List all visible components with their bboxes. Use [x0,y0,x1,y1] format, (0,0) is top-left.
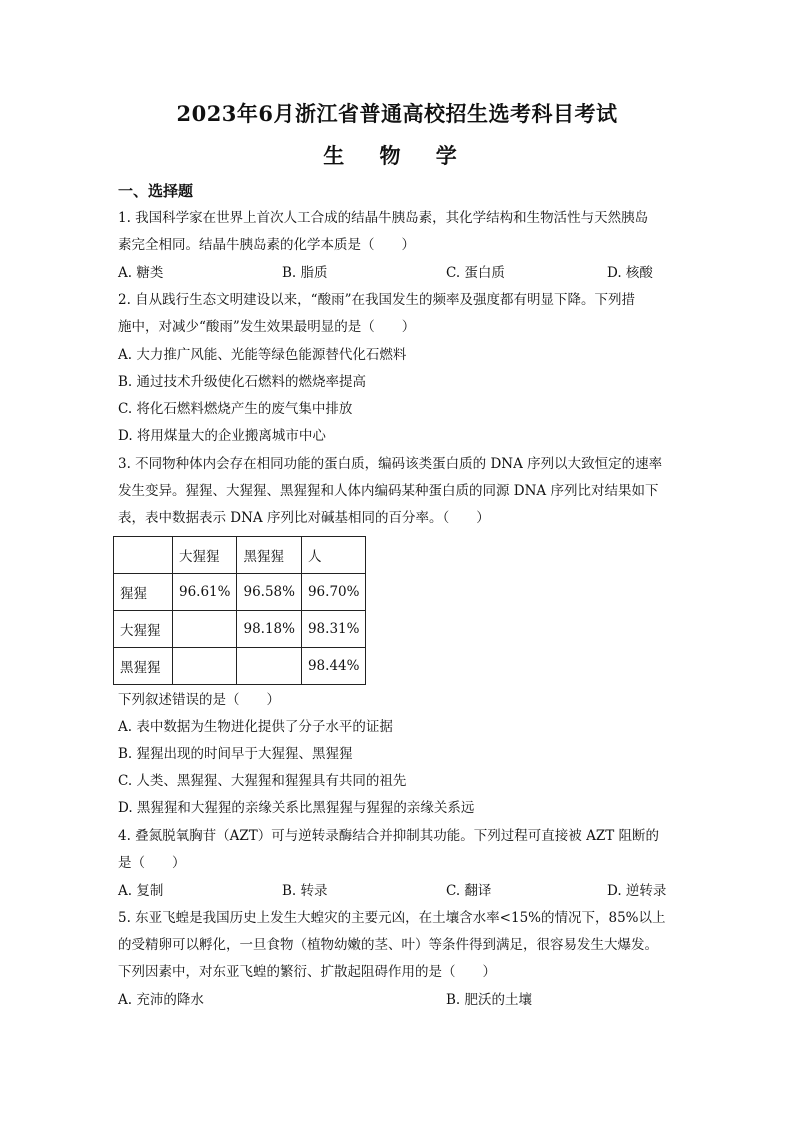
table-header-row [114,537,366,574]
q1-stem-line: 1. 我国科学家在世界上首次人工合成的结晶牛胰岛素，其化学结构和生物活性与天然胰岛 [118,210,649,226]
q3-option-d: D. 黑猩猩和大猩猩的亲缘关系比黑猩猩与猩猩的亲缘关系远 [118,800,475,816]
q4-stem-line: 是（ ） [118,855,186,871]
q3-option-b: B. 猩猩出现的时间早于大猩猩、黑猩猩 [118,746,353,762]
q3-stem-line: 3. 不同物种体内会存在相同功能的蛋白质，编码该类蛋白质的 DNA 序列以大致恒定的速率 [118,456,663,472]
q2-stem-line: 施中，对减少“酸雨”发生效果最明显的是（ ） [118,319,416,335]
subject-title: 生 物 学 [323,143,471,168]
table-cell [173,611,237,648]
q1-option-a: A. 糖类 [118,265,164,281]
table-row [114,611,366,648]
table-row-label: 猩猩 [114,574,173,611]
section-heading: 一、选择题 [118,182,194,200]
table-row-label: 大猩猩 [114,611,173,648]
q3-option-a: A. 表中数据为生物进化提供了分子水平的证据 [118,719,393,735]
table-cell [173,648,237,685]
dna-comparison-table [113,536,366,685]
exam-title: 2023年6月浙江省普通高校招生选考科目考试 [176,101,618,126]
q5-option-a: A. 充沛的降水 [118,992,204,1008]
table-cell: 98.31% [301,611,365,648]
table-cell: 98.44% [301,648,365,685]
q5-stem-line: 5. 东亚飞蝗是我国历史上发生大蝗灾的主要元凶，在土壤含水率<15%的情况下，85%以上 [118,910,666,926]
table-row [114,648,366,685]
q4-stem-line: 4. 叠氮脱氧胸苷（AZT）可与逆转录酶结合并抑制其功能。下列过程可直接被 AZT 阻断的 [118,828,660,844]
q2-stem-line: 2. 自从践行生态文明建设以来，“酸雨”在我国发生的频率及强度都有明显下降。下列措 [118,292,635,308]
q4-option-b: B. 转录 [282,883,328,899]
table-cell: 96.58% [237,574,301,611]
q3-option-c: C. 人类、黑猩猩、大猩猩和猩猩具有共同的祖先 [118,773,407,789]
table-cell: 96.61% [173,574,237,611]
q2-option-a: A. 大力推广风能、光能等绿色能源替代化石燃料 [118,347,407,363]
q1-stem-line: 素完全相同。结晶牛胰岛素的化学本质是（ ） [118,237,415,253]
table-header-cell: 黑猩猩 [237,537,301,574]
q3-stem-line: 发生变异。猩猩、大猩猩、黑猩猩和人体内编码某种蛋白质的同源 DNA 序列比对结果如下 [118,483,659,499]
q3-stem-line: 表，表中数据表示 DNA 序列比对碱基相同的百分率。（ ） [118,510,490,526]
q1-option-d: D. 核酸 [607,265,653,281]
q3-prompt: 下列叙述错误的是（ ） [118,692,280,708]
q2-option-b: B. 通过技术升级使化石燃料的燃烧率提高 [118,374,367,390]
q4-option-a: A. 复制 [118,883,164,899]
q2-option-d: D. 将用煤量大的企业搬离城市中心 [118,428,326,444]
table-header-cell: 大猩猩 [173,537,237,574]
table-cell [114,537,173,574]
table-cell [237,648,301,685]
q4-option-c: C. 翻译 [446,883,492,899]
q5-stem-line: 的受精卵可以孵化，一旦食物（植物幼嫩的茎、叶）等条件得到满足，很容易发生大爆发。 [118,937,658,953]
q4-option-d: D. 逆转录 [607,883,667,899]
table-cell: 98.18% [237,611,301,648]
table-row [114,574,366,611]
table-header-cell: 人 [301,537,365,574]
q1-option-c: C. 蛋白质 [446,265,505,281]
q1-option-b: B. 脂质 [282,265,328,281]
q5-option-b: B. 肥沃的土壤 [446,992,533,1008]
q2-option-c: C. 将化石燃料燃烧产生的废气集中排放 [118,401,353,417]
q5-stem-line: 下列因素中，对东亚飞蝗的繁衍、扩散起阻碍作用的是（ ） [118,964,496,980]
table-cell: 96.70% [301,574,365,611]
table-row-label: 黑猩猩 [114,648,173,685]
